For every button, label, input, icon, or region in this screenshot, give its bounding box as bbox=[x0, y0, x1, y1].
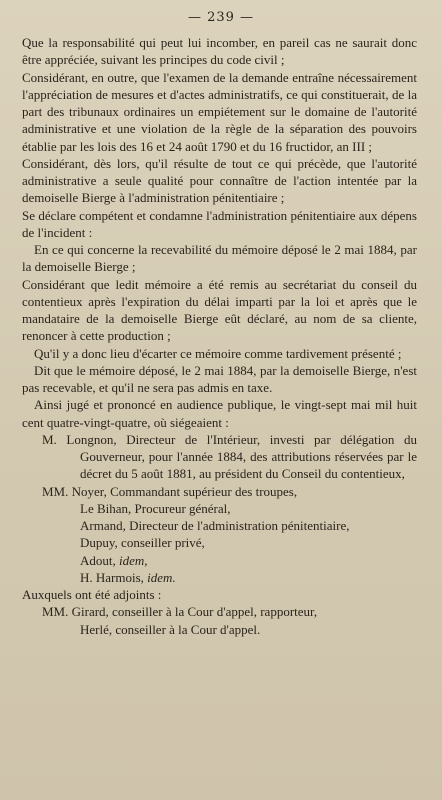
adjoint-girard: MM. Girard, conseiller à la Cour d'appel, rapporteur, bbox=[42, 604, 318, 620]
page-number: — 239 — bbox=[187, 10, 255, 25]
paragraph-adjoints: Auxquels ont été adjoints : bbox=[22, 587, 162, 602]
paragraph-considerant-des-lors: Considérant, dès lors, qu'il résulte de tout ce qui précède, que l'autorité administrative a seule qualité pour connaître de l'action intentée par la demoiselle Bierge à l'administration pénitentiaire ; bbox=[22, 155, 417, 206]
member-noyer: MM. Noyer, Commandant supérieur des troupes, bbox=[42, 483, 298, 499]
paragraph-considerant-memoire: Considérant que ledit mémoire a été remis au secrétariat du conseil du contentieux après l'expiration du délai imparti par la loi et après que le mandataire de la demoiselle Bierge eût déclaré, au nom de sa cliente, renoncer à cette production ; bbox=[22, 276, 417, 344]
paragraph-considerant-outre: Considérant, en outre, que l'examen de la demande entraîne nécessairement l'appréciation de mesures et d'actes administratifs, ce qui constituerait, de la part des tribunaux ordinaires un empiétement sur le domaine de l'autorité administrative et une violation de la règle de la séparation des pouvoirs établie par les lois des 16 et 24 août 1790 et du 16 fructidor, an III ; bbox=[22, 69, 417, 154]
member-dupuy: Dupuy, conseiller privé, bbox=[80, 535, 205, 551]
member-harmois-idem: idem. bbox=[147, 569, 176, 585]
adjoints-list bbox=[22, 603, 417, 638]
member-le-bihan: Le Bihan, Procureur général, bbox=[80, 500, 231, 516]
paragraph-se-declare: Se déclare compétent et condamne l'administration pénitentiaire aux dépens de l'incident : bbox=[22, 207, 417, 240]
member-president: M. Longnon, Directeur de l'Intérieur, investi par délégation du Gouverneur, pour l'année 1884, des attributions réservées par le décret du 5 août 1881, au président du Conseil du contentieux, bbox=[42, 431, 417, 482]
members-list bbox=[22, 431, 417, 586]
adjoint-herle: Herlé, conseiller à la Cour d'appel. bbox=[80, 621, 261, 637]
paragraph-dit-que: Dit que le mémoire déposé, le 2 mai 1884, par la demoiselle Bierge, n'est pas recevable, et qu'il ne sera pas admis en taxe. bbox=[22, 362, 417, 395]
paragraph-ainsi-juge: Ainsi jugé et prononcé en audience publique, le vingt-sept mai mil huit cent quatre-vingt-quatre, où siégeaient : bbox=[22, 397, 417, 430]
member-adout-name: Adout, bbox=[80, 552, 116, 568]
member-adout bbox=[22, 552, 417, 569]
document-body bbox=[22, 34, 417, 638]
paragraph-recevabilite: En ce qui concerne la recevabilité du mémoire déposé le 2 mai 1884, par la demoiselle Bierge ; bbox=[22, 242, 417, 275]
member-adout-idem: idem, bbox=[119, 552, 148, 568]
member-harmois-name: H. Harmois, bbox=[80, 569, 144, 585]
paragraph-ecarter: Qu'il y a donc lieu d'écarter ce mémoire comme tardivement présenté ; bbox=[34, 345, 402, 361]
member-armand: Armand, Directeur de l'administration pénitentiaire, bbox=[80, 518, 350, 533]
member-harmois bbox=[22, 569, 417, 586]
paragraph-responsabilite: Que la responsabilité qui peut lui incomber, en pareil cas ne saurait donc être appréciée, suivant les principes du code civil ; bbox=[22, 35, 417, 68]
